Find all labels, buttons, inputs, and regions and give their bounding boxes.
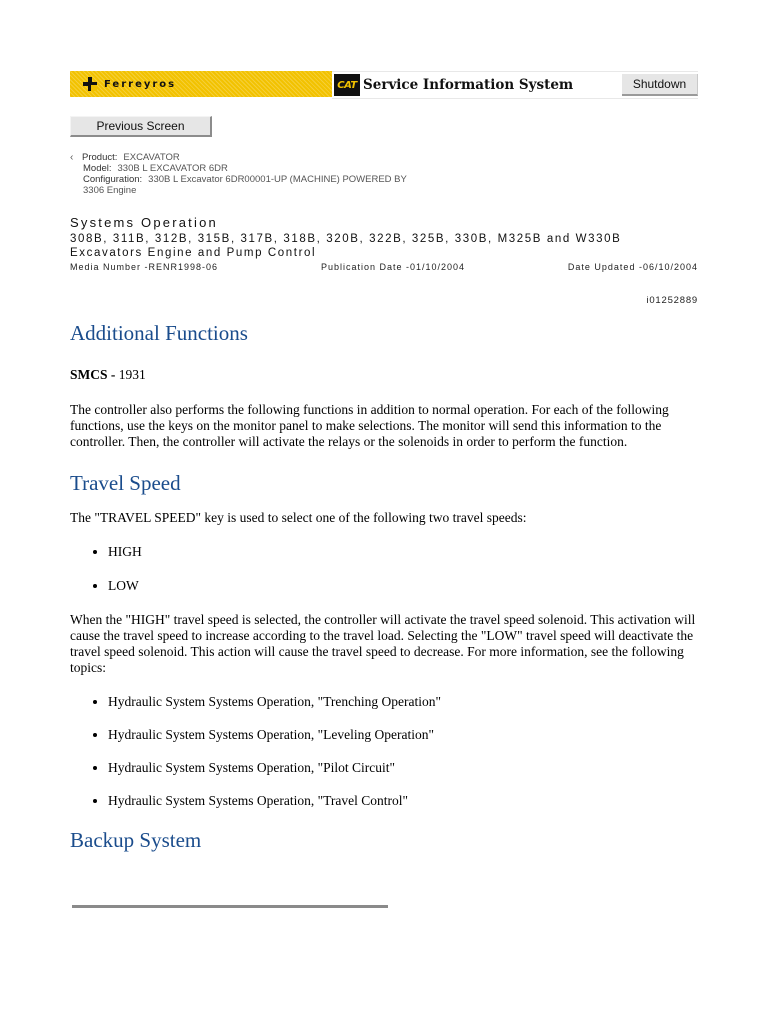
- smcs-line: [70, 367, 700, 383]
- title-bar: [332, 71, 698, 99]
- publication-date: Publication Date -01/10/2004: [320, 262, 466, 272]
- list-item: • Hydraulic System Systems Operation, "Pilot Circuit": [108, 760, 700, 776]
- document-models: 308B, 311B, 312B, 315B, 317B, 318B, 320B, 322B, 325B, 330B, M325B and W330B: [70, 233, 622, 245]
- document-meta: [70, 261, 698, 273]
- product-label: Product:: [82, 152, 118, 163]
- document-id: i01252889: [646, 295, 698, 306]
- list-item: • Hydraulic System Systems Operation, "Travel Control": [108, 793, 700, 809]
- dealer-logo: [70, 71, 332, 97]
- back-arrow-icon[interactable]: ‹: [70, 152, 74, 163]
- date-updated: Date Updated -06/10/2004: [567, 262, 698, 272]
- document-header: [70, 215, 698, 273]
- smcs-label: SMCS -: [70, 367, 116, 382]
- previous-screen-button[interactable]: Previous Screen: [70, 116, 212, 137]
- dealer-logo-text: Ferreyros: [104, 78, 177, 90]
- configuration-value-continued: 3306 Engine: [83, 185, 137, 196]
- configuration-value: 330B L Excavator 6DR00001-UP (MACHINE) POWERED BY: [148, 174, 407, 185]
- document-type: Systems Operation: [70, 215, 218, 230]
- list-item: • HIGH: [108, 544, 700, 560]
- configuration-label: Configuration:: [83, 174, 143, 185]
- dealer-logo-icon: [83, 77, 97, 91]
- list-item: • Hydraulic System Systems Operation, "Leveling Operation": [108, 727, 700, 743]
- cat-logo-icon: CAT: [334, 74, 360, 96]
- shutdown-button[interactable]: Shutdown: [622, 74, 698, 96]
- document-body: [70, 320, 700, 853]
- smcs-code: 1931: [118, 367, 146, 382]
- list-item: • LOW: [108, 578, 700, 594]
- intro-paragraph: The controller also performs the following functions in addition to normal operation. For each of the following functions, use the keys on the monitor panel to make selections. The monitor will send this information to the controller. Then, the controller will activate the relays or the solenoids in order to perform the function.: [70, 402, 669, 449]
- travel-speed-paragraph: When the "HIGH" travel speed is selected, the controller will activate the travel speed solenoid. This activation will cause the travel speed to increase according to the travel load. Selecting the "LOW" travel speed will deactivate the travel speed solenoid. This action will cause the travel speed to decrease. For more information, see the following topics:: [70, 612, 696, 675]
- system-title: Service Information System: [363, 77, 574, 93]
- divider: [72, 905, 388, 908]
- product-info: [70, 152, 490, 196]
- travel-speed-intro: The "TRAVEL SPEED" key is used to select one of the following two travel speeds:: [70, 510, 527, 525]
- heading-additional-functions: Additional Functions: [70, 321, 248, 345]
- heading-backup-system: Backup System: [70, 828, 202, 852]
- document-subtitle: Excavators Engine and Pump Control: [70, 247, 317, 259]
- heading-travel-speed: Travel Speed: [70, 471, 181, 495]
- model-value: 330B L EXCAVATOR 6DR: [117, 163, 228, 174]
- model-label: Model:: [83, 163, 112, 174]
- header-banner: [70, 71, 698, 97]
- product-value: EXCAVATOR: [123, 152, 180, 163]
- topic-list: [70, 694, 700, 809]
- media-number: Media Number -RENR1998-06: [70, 262, 219, 272]
- speed-list: [70, 544, 700, 594]
- list-item: • Hydraulic System Systems Operation, "Trenching Operation": [108, 694, 700, 710]
